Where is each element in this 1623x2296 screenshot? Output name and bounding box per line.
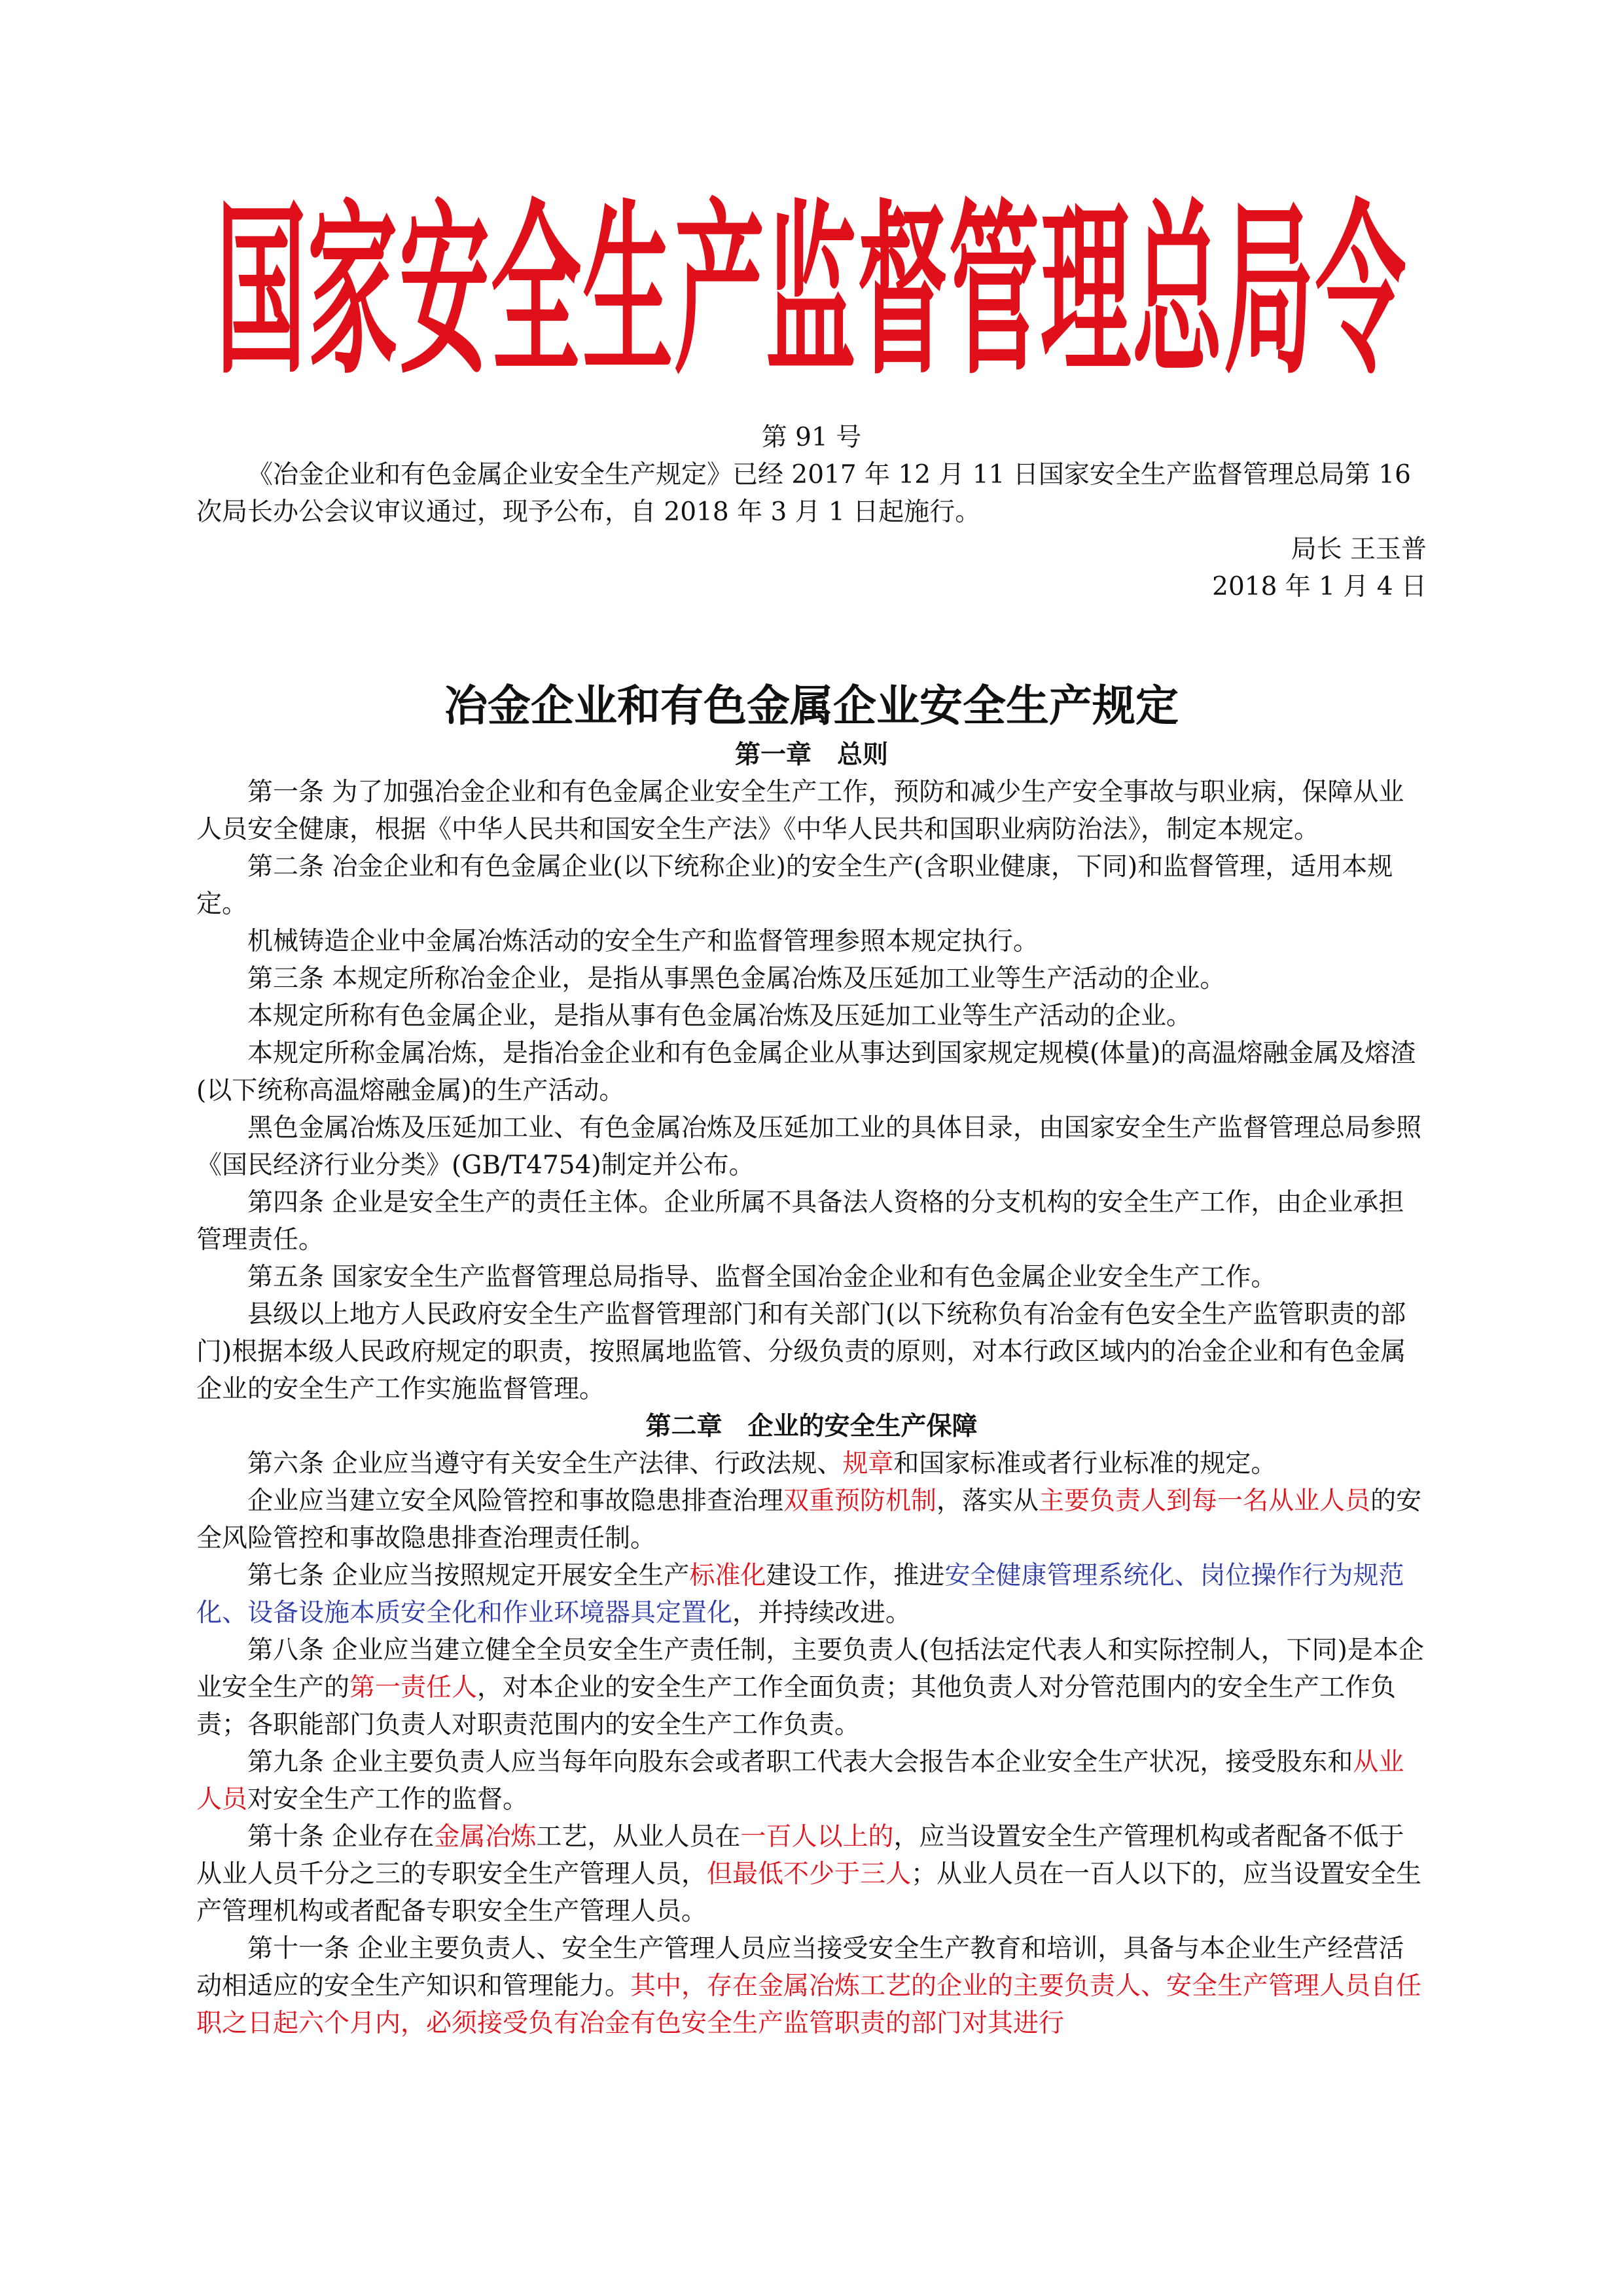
article-10-text: ，应当设置安全生产管理机构或者配备不低于从业人员千分之三的专职安全生产管理人员，	[196, 1822, 1404, 1889]
article-7-text: ，并持续改进。	[732, 1598, 912, 1628]
highlight-red: 标准化	[689, 1561, 766, 1590]
chapter-heading: 第一章 总则	[734, 740, 888, 770]
article-10-text: ；从业人员在一百人以下的，应当设置安全生产管理机构或者配备专职安全生产管理人员。	[196, 1859, 1422, 1926]
article-8-text: 第八条 企业应当建立健全全员安全生产责任制，主要负责人(包括法定代表人和实际控制人，下同)是本企业安全生产的	[196, 1636, 1424, 1702]
article-2-paragraph: 机械铸造企业中金属冶炼活动的安全生产和监督管理参照本规定执行。	[247, 927, 1039, 956]
document-title: 冶金企业和有色金属企业安全生产规定	[444, 681, 1179, 731]
highlight-red: 从业人员	[196, 1748, 1404, 1814]
signatory: 局长 王玉普	[1291, 535, 1427, 564]
article-3-paragraph: 黑色金属冶炼及压延加工业、有色金属冶炼及压延加工业的具体目录，由国家安全生产监督管理总局参照《国民经济行业分类》(GB/T4754)制定并公布。	[196, 1113, 1422, 1180]
issue-date: 2018 年 1 月 4 日	[1212, 572, 1427, 601]
highlight-red: 双重预防机制	[783, 1486, 937, 1516]
order-number: 第 91 号	[761, 423, 862, 452]
masthead-title: 国家安全生产监督管理总局令	[215, 183, 1407, 400]
article-1: 第一条 为了加强冶金企业和有色金属企业安全生产工作，预防和减少生产安全事故与职业病，保障从业人员安全健康，根据《中华人民共和国安全生产法》《中华人民共和国职业病防治法》，制定本规定。	[196, 778, 1404, 844]
article-3: 第三条 本规定所称冶金企业，是指从事黑色金属冶炼及压延加工业等生产活动的企业。	[247, 964, 1226, 994]
highlight-red: 主要负责人到每一名从业人员	[1039, 1486, 1371, 1516]
article-2: 第二条 冶金企业和有色金属企业(以下统称企业)的安全生产(含职业健康，下同)和监督管理，适用本规定。	[196, 852, 1393, 919]
article-6-text: 和国家标准或者行业标准的规定。	[893, 1449, 1277, 1479]
highlight-blue: 安全健康管理系统化、岗位操作行为规范化、设备设施本质安全化和作业环境器具定置化	[196, 1561, 1404, 1628]
article-6	[196, 1445, 1427, 1482]
article-7-text: 第七条 企业应当按照规定开展安全生产	[247, 1561, 690, 1590]
article-9-text: 第九条 企业主要负责人应当每年向股东会或者职工代表大会报告本企业安全生产状况，接受股东和	[247, 1748, 1353, 1777]
article-3-paragraph: 本规定所称有色金属企业，是指从事有色金属冶炼及压延加工业等生产活动的企业。	[247, 1001, 1192, 1031]
article-11	[196, 1930, 1427, 2042]
article-6-paragraph	[196, 1482, 1427, 1557]
article-6-text: 企业应当建立安全风险管控和事故隐患排查治理	[247, 1486, 784, 1516]
article-6-text: ，落实从	[936, 1486, 1039, 1516]
article-5: 第五条 国家安全生产监督管理总局指导、监督全国冶金企业和有色金属企业安全生产工作。	[247, 1263, 1277, 1292]
article-10-text: 第十条 企业存在	[247, 1822, 435, 1852]
article-4: 第四条 企业是安全生产的责任主体。企业所属不具备法人资格的分支机构的安全生产工作，由企业承担管理责任。	[196, 1188, 1404, 1255]
article-8	[196, 1632, 1427, 1744]
article-5-paragraph: 县级以上地方人民政府安全生产监督管理部门和有关部门(以下统称负有冶金有色安全生产监管职责的部门)根据本级人民政府规定的职责，按照属地监管、分级负责的原则，对本行政区域内的冶金企业和有色金属企业的安全生产工作实施监督管理。	[196, 1300, 1406, 1404]
article-8-text: ，对本企业的安全生产工作全面负责；其他负责人对分管范围内的安全生产工作负责；各职能部门负责人对职责范围内的安全生产工作负责。	[196, 1673, 1397, 1740]
highlight-red: 其中，存在金属冶炼工艺的企业的主要负责人、安全生产管理人员自任职之日起六个月内，必须接受负有冶金有色安全生产监管职责的部门对其进行	[196, 1971, 1422, 2038]
article-10-text: 工艺，从业人员在	[536, 1822, 741, 1852]
highlight-red: 但最低不少于三人	[707, 1859, 912, 1889]
highlight-red: 金属冶炼	[434, 1822, 537, 1852]
document-body	[196, 419, 1427, 2042]
article-3-paragraph: 本规定所称金属冶炼，是指冶金企业和有色金属企业从事达到国家规定规模(体量)的高温熔融金属及熔渣(以下统称高温熔融金属)的生产活动。	[196, 1039, 1416, 1105]
article-9	[196, 1744, 1427, 1818]
article-7	[196, 1557, 1427, 1632]
article-6-text: 第六条 企业应当遵守有关安全生产法律、行政法规、	[247, 1449, 843, 1479]
highlight-red: 规章	[842, 1449, 894, 1479]
article-11-text: 第十一条 企业主要负责人、安全生产管理人员应当接受安全生产教育和培训，具备与本企业生产经营活动相适应的安全生产知识和管理能力。	[196, 1934, 1404, 2001]
article-7-text: 建设工作，推进	[766, 1561, 945, 1590]
chapter-heading: 第二章 企业的安全生产保障	[645, 1411, 978, 1441]
article-9-text: 对安全生产工作的监督。	[247, 1785, 529, 1814]
article-6-text: 的安全风险管控和事故隐患排查治理责任制。	[196, 1486, 1422, 1553]
announcement: 《冶金企业和有色金属企业安全生产规定》已经 2017 年 12 月 11 日国家安全生产监督管理总局第 16 次局长办公会议审议通过，现予公布，自 2018 年 3 月 1 日起施行。	[196, 460, 1411, 527]
article-10	[196, 1818, 1427, 1930]
highlight-red: 第一责任人	[349, 1673, 478, 1702]
highlight-red: 一百人以上的	[740, 1822, 894, 1852]
